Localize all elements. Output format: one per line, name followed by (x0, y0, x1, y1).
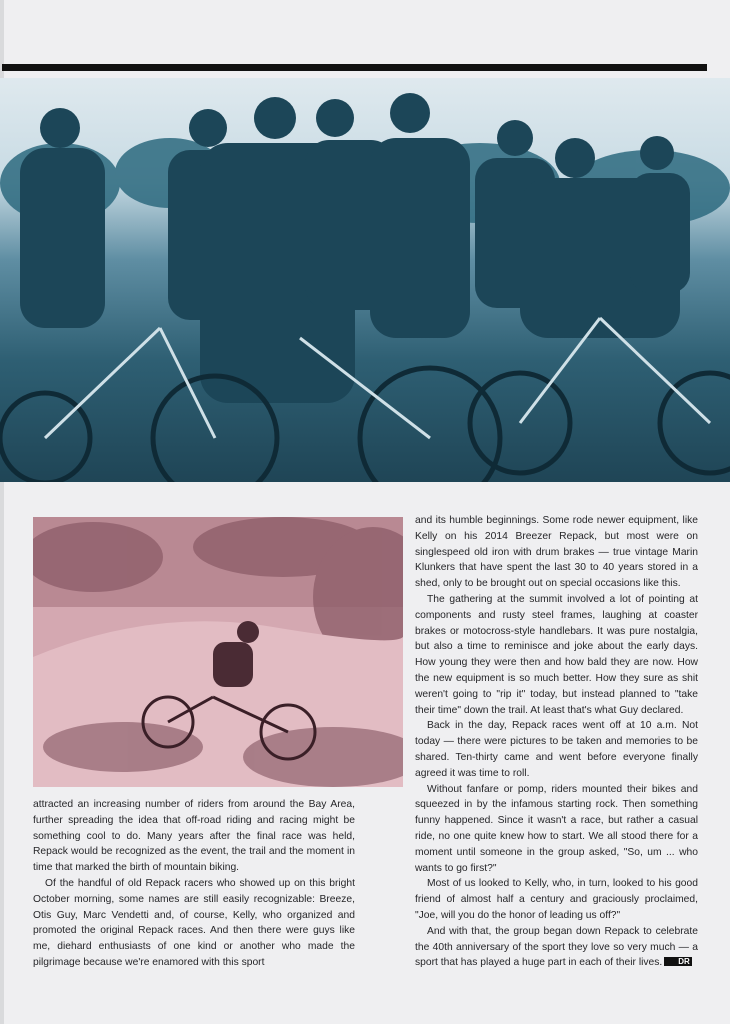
article-left-column (33, 797, 355, 971)
article-paragraph-last (415, 924, 698, 971)
article-paragraph: Of the handful of old Repack racers who showed up on this bright October morning, some names are still easily recognizable: Breeze, Otis Guy, Marc Vendetti and, of course, Kelly, who organized and promoted the original Repack races. And then there were guys like me, diehard enthusiasts of one kind or another who made the pilgrimage because we're enamored with this sport (33, 877, 355, 968)
article-paragraph: The gathering at the summit involved a lot of pointing at components and rusty steel frames, laughing at coaster brakes or motocross-style handlebars. It was pure nostalgia, but also a time to reminisce and joke about the early days. How young they were then and how bald they are now. How the new equipment is so much better. How they sure as shit weren't going to "rip it" today, but instead planned to "take their time" down the trail. At least that's what Guy declared. (415, 593, 698, 716)
inset-photo (33, 517, 403, 787)
article-paragraph: Without fanfare or pomp, riders mounted their bikes and squeezed in by the infamous starting rock. Then something funny happened. Since it wasn't a race, but rather a casual ride, no one quite knew how to start. We all stood there for a moment until someone in the group asked, "So, um ... who wants to go first?" (415, 783, 698, 874)
article-paragraph-text: And with that, the group began down Repack to celebrate the 40th anniversary of the sport they love so very much — a sport that has played a huge part in each of their lives. (415, 925, 698, 969)
hero-photo (0, 78, 730, 482)
article-paragraph: Back in the day, Repack races went off at 10 a.m. Not today — there were pictures to be taken and memories to be shared. Ten-thirty came and went before everyone finally agreed it was time to roll. (415, 720, 698, 779)
article-paragraph: and its humble beginnings. Some rode newer equipment, like Kelly on his 2014 Breezer Repack, but most were on singlespeed old iron with drum brakes — true vintage Marin Klunkers that have spent the last 30 to 40 years stored in a shed, only to be brought out on special occasions like this. (415, 515, 698, 590)
top-rule (2, 64, 707, 71)
article-paragraph: Most of us looked to Kelly, who, in turn, looked to his good friend of almost half a century and graciously proclaimed, "Joe, will you do the honor of leading us off?" (415, 878, 698, 921)
inset-photo-illustration (33, 517, 403, 787)
end-mark-icon: DR (664, 957, 692, 966)
article-right-column (415, 513, 698, 971)
hero-photo-illustration (0, 78, 730, 482)
article-paragraph: attracted an increasing number of riders from around the Bay Area, further spreading the idea that off-road riding and racing might be something cool to do. Many years after the final race was held, Repack would be recognized as the event, the trail and the moment in time that marked the birth of mountain biking. (33, 799, 355, 874)
